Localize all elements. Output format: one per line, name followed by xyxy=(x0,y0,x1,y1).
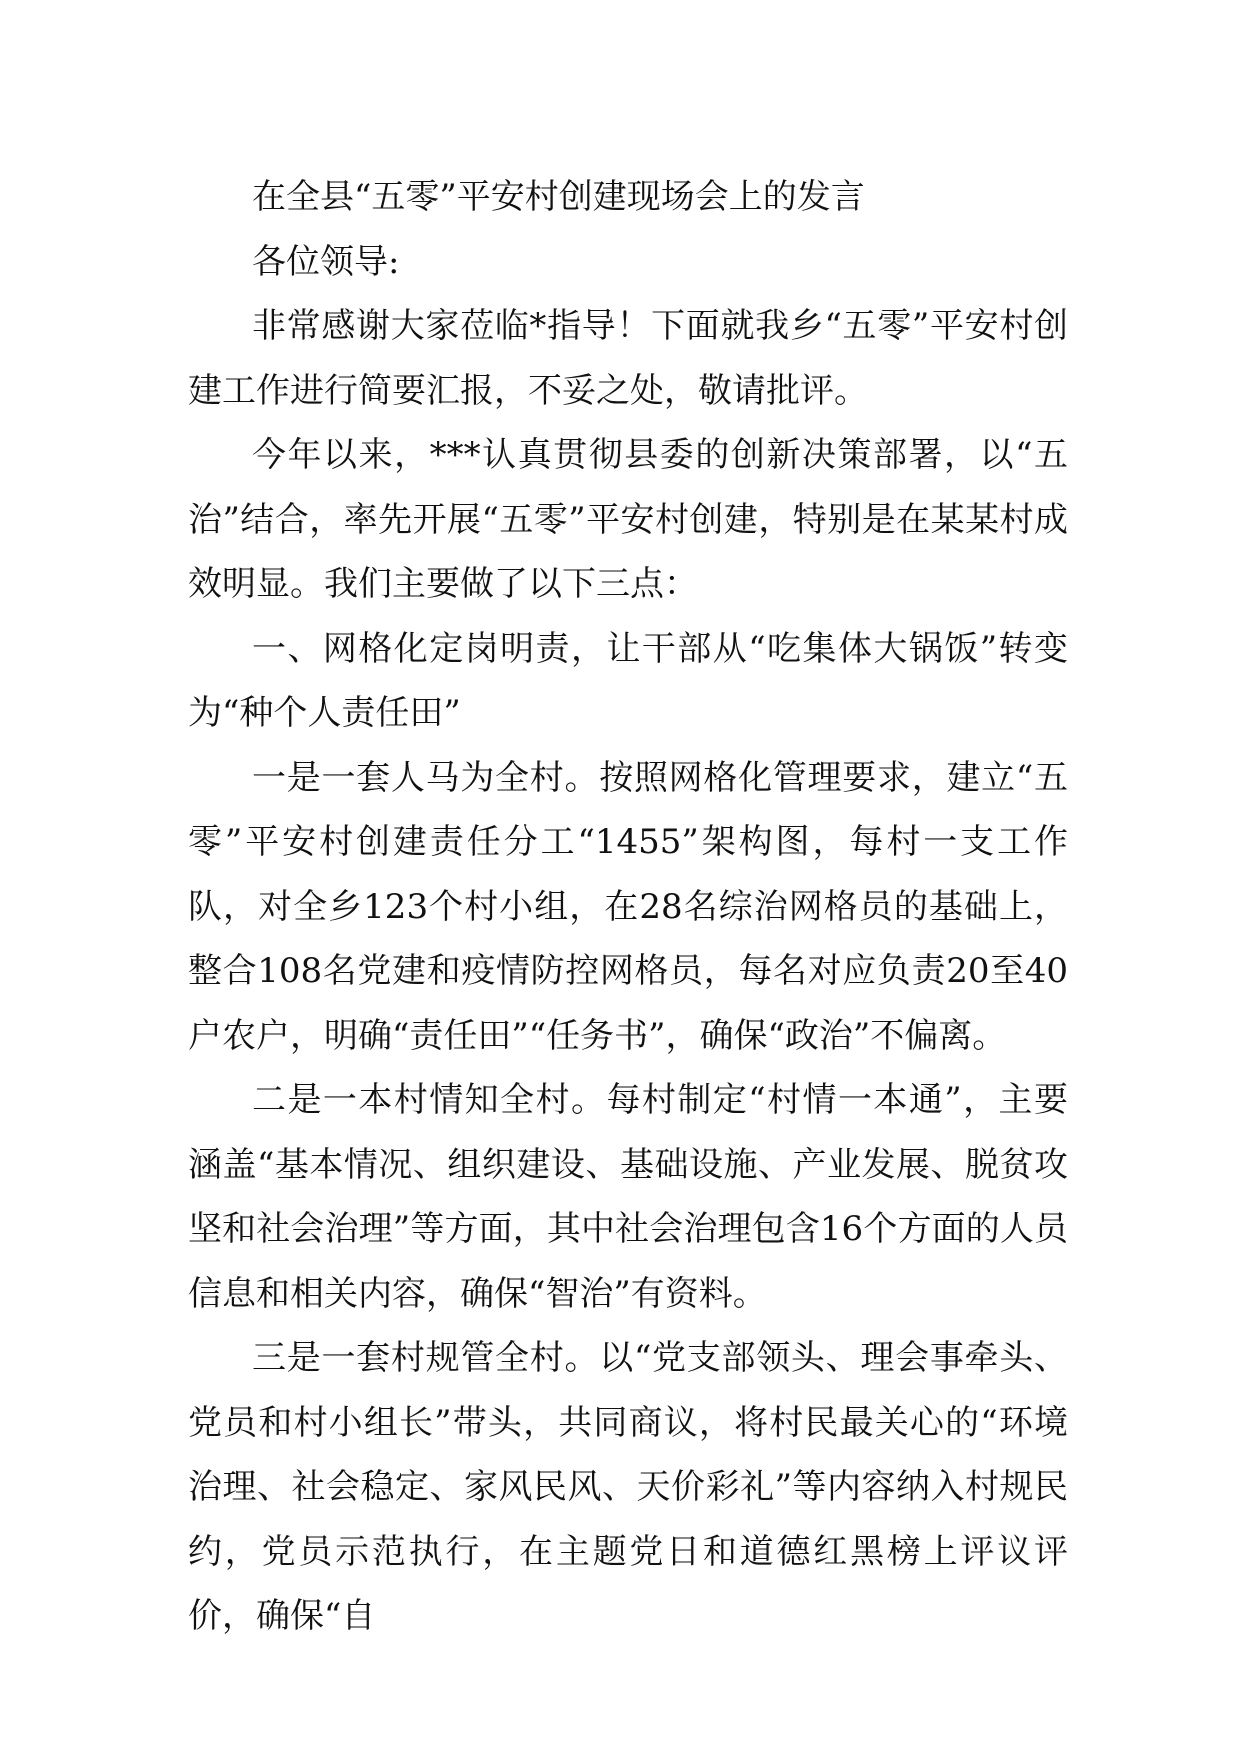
paragraph-point-1: 一是一套人马为全村。按照网格化管理要求，建立“五零”平安村创建责任分工“1455”架构图，每村一支工作队，对全乡123个村小组，在28名综治网格员的基础上，整合108名党建和疫情防控网格员，每名对应负责20至40户农户，明确“责任田”“任务书”，确保“政治”不偏离。 xyxy=(188,757,1068,1056)
document-body xyxy=(188,165,1068,1649)
paragraph-point-2: 二是一本村情知全村。每村制定“村情一本通”，主要涵盖“基本情况、组织建设、基础设施、产业发展、脱贫攻坚和社会治理”等方面，其中社会治理包含16个方面的人员信息和相关内容，确保“智治”有资料。 xyxy=(188,1080,1068,1314)
paragraph-point-3: 三是一套村规管全村。以“党支部领头、理会事牵头、党员和村小组长”带头，共同商议，将村民最关心的“环境治理、社会稳定、家风民风、天价彩礼”等内容纳入村规民约，党员示范执行，在主题党日和道德红黑榜上评议评价，确保“自 xyxy=(188,1338,1068,1636)
paragraph-intro: 非常感谢大家莅临*指导！下面就我乡“五零”平安村创建工作进行简要汇报，不妥之处，敬请批评。 xyxy=(188,306,1068,411)
paragraph-overview: 今年以来，***认真贯彻县委的创新决策部署，以“五治”结合，率先开展“五零”平安村创建，特别是在某某村成效明显。我们主要做了以下三点： xyxy=(188,435,1068,604)
document-title: 在全县“五零”平安村创建现场会上的发言 xyxy=(252,177,865,217)
salutation: 各位领导: xyxy=(252,241,400,282)
section-heading-1: 一、网格化定岗明责，让干部从“吃集体大锅饭”转变为“种个人责任田” xyxy=(188,628,1068,733)
